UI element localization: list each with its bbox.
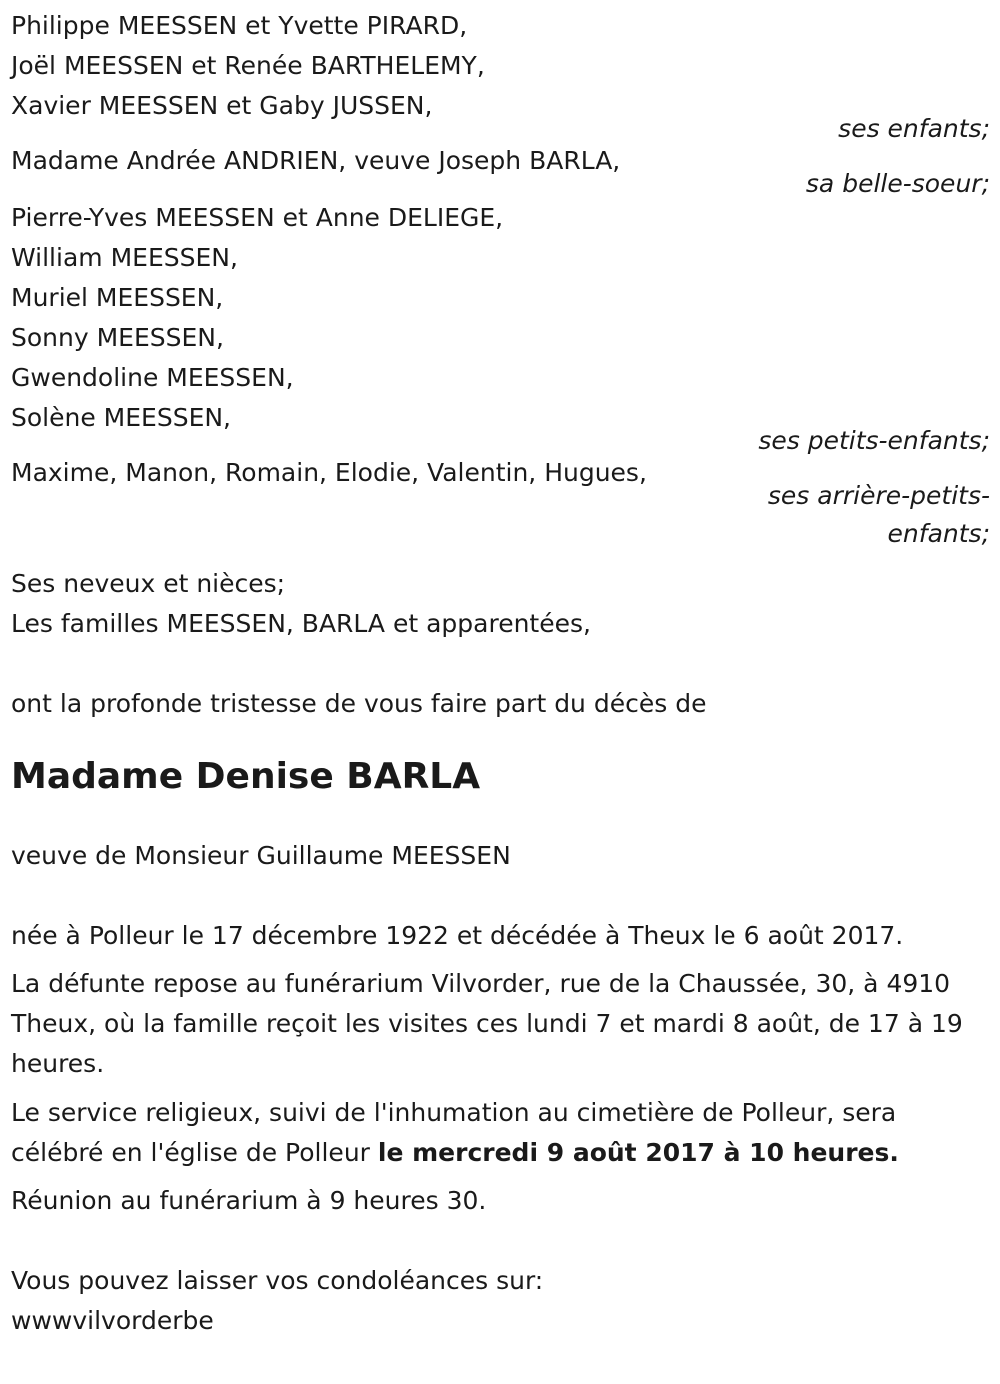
sister-in-law-block <box>11 141 991 203</box>
great-grandchildren-role-line1: ses arrière-petits- <box>767 481 990 510</box>
announcement-text: ont la profonde tristesse de vous faire part du décès de <box>11 689 707 718</box>
grandchild-line: Gwendoline MEESSEN, <box>11 363 294 392</box>
meeting-text: Réunion au funérarium à 9 heures 30. <box>11 1186 487 1215</box>
child-line: Joël MEESSEN et Renée BARTHELEMY, <box>11 51 485 80</box>
others-block <box>11 564 991 644</box>
grandchildren-block <box>11 198 991 460</box>
great-grandchildren-role-line2: enfants; <box>887 519 990 548</box>
grandchild-line: Sonny MEESSEN, <box>11 323 224 352</box>
grandchild-line: William MEESSEN, <box>11 243 238 272</box>
nephews-line: Ses neveux et nièces; <box>11 569 286 598</box>
children-block <box>11 6 991 148</box>
condolences-label: Vous pouvez laisser vos condoléances sur: <box>11 1266 544 1295</box>
families-line: Les familles MEESSEN, BARLA et apparentées, <box>11 609 591 638</box>
child-line: Philippe MEESSEN et Yvette PIRARD, <box>11 11 468 40</box>
children-role: ses enfants; <box>838 114 990 143</box>
birth-death-text: née à Polleur le 17 décembre 1922 et décédée à Theux le 6 août 2017. <box>11 921 904 950</box>
condolences-site-link[interactable]: wwwvilvorderbe <box>11 1306 214 1335</box>
service-paragraph <box>11 1093 991 1173</box>
service-date: le mercredi 9 août 2017 à 10 heures. <box>377 1138 899 1167</box>
deceased-name: Madame Denise BARLA <box>11 756 481 797</box>
great-grandchildren-block <box>11 453 991 553</box>
widow-of-text: veuve de Monsieur Guillaume MEESSEN <box>11 841 511 870</box>
child-line: Xavier MEESSEN et Gaby JUSSEN, <box>11 91 433 120</box>
obituary-notice <box>11 6 991 1341</box>
service-text: Le service religieux, suivi de l'inhumation au cimetière de Polleur, sera célébré en l'église de Polleur <box>11 1098 897 1167</box>
grandchild-line: Solène MEESSEN, <box>11 403 232 432</box>
grandchild-line: Pierre-Yves MEESSEN et Anne DELIEGE, <box>11 203 504 232</box>
great-grandchild-line: Maxime, Manon, Romain, Elodie, Valentin, Hugues, <box>11 458 647 487</box>
grandchild-line: Muriel MEESSEN, <box>11 283 224 312</box>
grandchildren-role: ses petits-enfants; <box>758 426 990 455</box>
rest-info-paragraph: La défunte repose au funérarium Vilvorder, rue de la Chaussée, 30, à 4910 Theux, où la famille reçoit les visites ces lundi 7 et mardi 8 août, de 17 à 19 heures. <box>11 969 963 1078</box>
sister-in-law-line: Madame Andrée ANDRIEN, veuve Joseph BARLA, <box>11 146 621 175</box>
sister-in-law-role: sa belle-soeur; <box>805 169 990 198</box>
